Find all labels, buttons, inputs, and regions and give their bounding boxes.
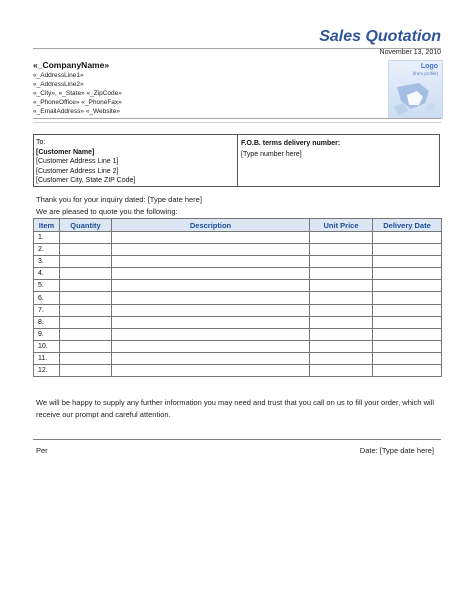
cell-delivery-date[interactable] [373, 256, 442, 268]
cell-quantity[interactable] [60, 244, 112, 256]
cell-delivery-date[interactable] [373, 340, 442, 352]
company-name: «_CompanyName» [33, 60, 110, 70]
cell-description[interactable] [112, 256, 310, 268]
cell-description[interactable] [112, 244, 310, 256]
per-label: Per [36, 446, 48, 455]
cell-item: 3. [34, 256, 60, 268]
cell-item: 4. [34, 268, 60, 280]
company-phone-line: «_PhoneOffice» «_PhoneFax» [33, 99, 122, 106]
cell-delivery-date[interactable] [373, 316, 442, 328]
column-header-item: Item [34, 219, 60, 232]
cell-description[interactable] [112, 268, 310, 280]
cell-description[interactable] [112, 292, 310, 304]
cell-unit-price[interactable] [310, 256, 373, 268]
customer-address-1[interactable]: [Customer Address Line 1] [36, 158, 119, 165]
cell-quantity[interactable] [60, 268, 112, 280]
table-row [34, 244, 442, 256]
table-row [34, 280, 442, 292]
table-row [34, 352, 442, 364]
cell-unit-price[interactable] [310, 244, 373, 256]
customer-name[interactable]: [Customer Name] [36, 148, 95, 156]
cell-item: 5. [34, 280, 60, 292]
cell-item: 11. [34, 352, 60, 364]
cell-quantity[interactable] [60, 280, 112, 292]
cell-description[interactable] [112, 365, 310, 377]
cell-item: 8. [34, 316, 60, 328]
footer-date[interactable]: Date: [Type date here] [359, 446, 434, 455]
column-header-description: Description [112, 219, 310, 232]
logo-title: Logo [420, 63, 438, 70]
cell-delivery-date[interactable] [373, 292, 442, 304]
logo-subtitle: (from profile) [412, 71, 438, 76]
cell-quantity[interactable] [60, 340, 112, 352]
fob-label: F.O.B. terms delivery number: [241, 140, 341, 147]
cell-quantity[interactable] [60, 328, 112, 340]
table-row [34, 316, 442, 328]
cell-unit-price[interactable] [310, 268, 373, 280]
cell-item: 7. [34, 304, 60, 316]
company-logo [388, 60, 443, 119]
fob-value[interactable]: [Type number here] [241, 151, 302, 158]
cell-item: 10. [34, 340, 60, 352]
customer-info-box [33, 134, 440, 187]
cell-unit-price[interactable] [310, 352, 373, 364]
cell-item: 9. [34, 328, 60, 340]
cell-unit-price[interactable] [310, 280, 373, 292]
cell-quantity[interactable] [60, 316, 112, 328]
logo-graphic-icon [389, 77, 442, 117]
column-header-unit-price: Unit Price [310, 219, 373, 232]
company-web-line: «_EmailAddress» «_Website» [33, 108, 120, 115]
cell-item: 1. [34, 232, 60, 244]
cell-delivery-date[interactable] [373, 304, 442, 316]
cell-description[interactable] [112, 316, 310, 328]
table-row [34, 365, 442, 377]
cell-delivery-date[interactable] [373, 268, 442, 280]
cell-delivery-date[interactable] [373, 280, 442, 292]
table-row [34, 340, 442, 352]
table-row [34, 232, 442, 244]
cell-description[interactable] [112, 352, 310, 364]
fob-block [241, 138, 340, 160]
cell-description[interactable] [112, 304, 310, 316]
cell-item: 6. [34, 292, 60, 304]
cell-unit-price[interactable] [310, 316, 373, 328]
cell-unit-price[interactable] [310, 292, 373, 304]
cell-quantity[interactable] [60, 365, 112, 377]
cell-unit-price[interactable] [310, 304, 373, 316]
company-address-line-1: «_AddressLine1» [33, 72, 84, 79]
cell-delivery-date[interactable] [373, 244, 442, 256]
quote-date: November 13, 2010 [379, 49, 441, 56]
table-row [34, 268, 442, 280]
section-divider [33, 118, 441, 119]
info-box-divider [237, 135, 238, 186]
customer-address-2[interactable]: [Customer Address Line 2] [36, 167, 119, 175]
cell-description[interactable] [112, 280, 310, 292]
cell-description[interactable] [112, 340, 310, 352]
cell-quantity[interactable] [60, 352, 112, 364]
company-address-line-2: «_AddressLine2» [33, 81, 84, 88]
cell-quantity[interactable] [60, 232, 112, 244]
table-header-row [34, 219, 442, 232]
cell-unit-price[interactable] [310, 232, 373, 244]
quote-intro-line: We are pleased to quote you the following: [36, 207, 178, 216]
table-row [34, 256, 442, 268]
cell-delivery-date[interactable] [373, 352, 442, 364]
cell-quantity[interactable] [60, 292, 112, 304]
quotation-table [33, 218, 442, 377]
to-label: To: [36, 139, 46, 146]
cell-delivery-date[interactable] [373, 365, 442, 377]
to-block [36, 138, 135, 186]
table-row [34, 292, 442, 304]
column-header-quantity: Quantity [60, 219, 112, 232]
table-row [34, 304, 442, 316]
cell-description[interactable] [112, 232, 310, 244]
document-title: Sales Quotation [319, 28, 441, 45]
cell-quantity[interactable] [60, 304, 112, 316]
cell-item: 12. [34, 365, 60, 377]
section-divider-secondary [33, 122, 441, 123]
column-header-delivery-date: Delivery Date [373, 219, 442, 232]
closing-paragraph: We will be happy to supply any further information you may need and trust that you call on us to fill your order, which will receive our prompt and careful attention. [36, 398, 434, 419]
cell-description[interactable] [112, 328, 310, 340]
cell-delivery-date[interactable] [373, 328, 442, 340]
inquiry-line: Thank you for your inquiry dated: [Type date here] [36, 195, 202, 204]
cell-item: 2. [34, 244, 60, 256]
customer-city-line[interactable]: [Customer City, State ZIP Code] [36, 177, 136, 184]
cell-unit-price[interactable] [310, 340, 373, 352]
cell-unit-price[interactable] [310, 328, 373, 340]
company-city-line: «_City», «_State» «_ZipCode» [33, 90, 122, 97]
cell-quantity[interactable] [60, 256, 112, 268]
cell-unit-price[interactable] [310, 365, 373, 377]
signature-divider [33, 439, 441, 440]
table-row [34, 328, 442, 340]
cell-delivery-date[interactable] [373, 232, 442, 244]
